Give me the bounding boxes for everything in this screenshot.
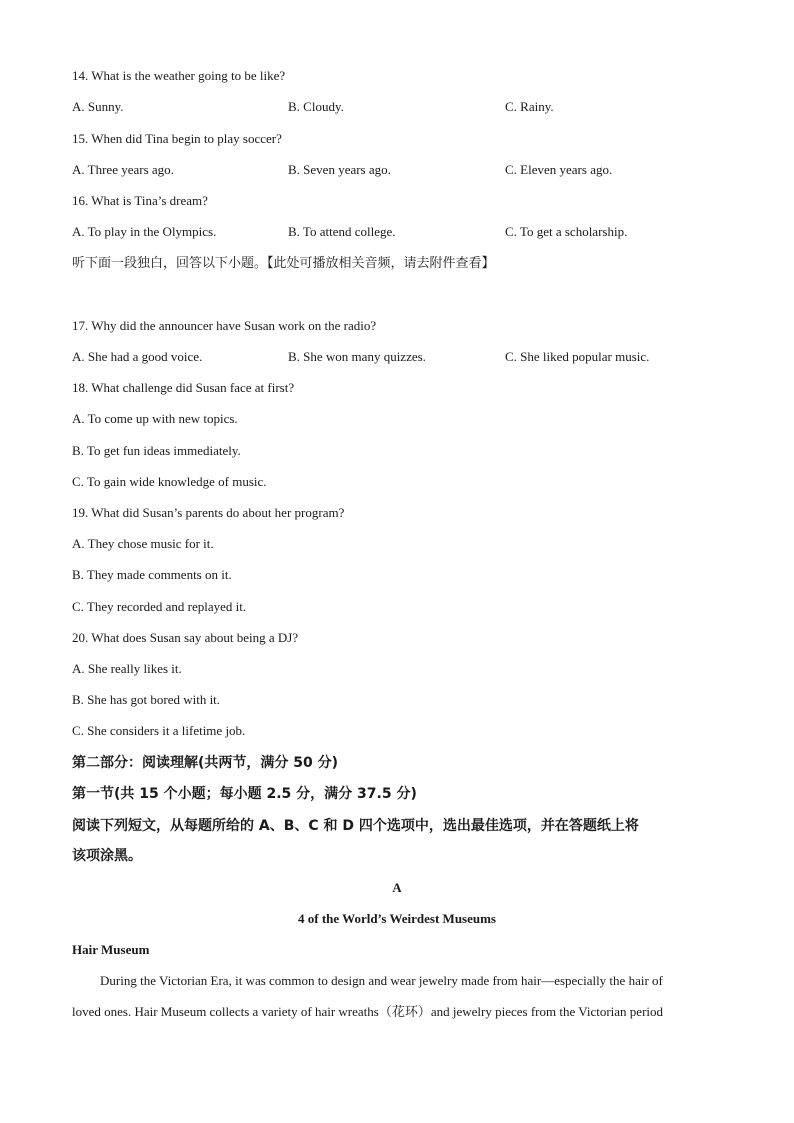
question-17-option-c: C. She liked popular music. [505,349,650,364]
reading-instruction-line1: 阅读下列短文，从每题所给的 A、B、C 和 D 四个选项中，选出最佳选项，并在答题纸上将 [72,818,639,834]
question-16-option-b: B. To attend college. [288,224,396,239]
question-19-stem: 19. What did Susan’s parents do about her program? [72,505,345,520]
question-20-option-b: B. She has got bored with it. [72,692,221,707]
passage-title: 4 of the World’s Weirdest Museums [297,911,496,926]
question-19-option-a: A. They chose music for it. [72,536,214,551]
question-15-option-b: B. Seven years ago. [288,162,391,177]
question-18-stem: 18. What challenge did Susan face at first? [72,380,295,395]
question-16-option-c: C. To get a scholarship. [505,224,628,239]
question-14-option-c: C. Rainy. [505,99,554,114]
question-17-option-a: A. She had a good voice. [72,349,203,364]
question-15-option-c: C. Eleven years ago. [505,162,613,177]
passage-letter: A [392,880,402,895]
question-17-option-b: B. She won many quizzes. [288,349,426,364]
question-18-option-a: A. To come up with new topics. [72,411,238,426]
question-17-stem: 17. Why did the announcer have Susan work on the radio? [72,318,377,333]
question-20-stem: 20. What does Susan say about being a DJ? [72,630,299,645]
question-15-stem: 15. When did Tina begin to play soccer? [72,131,282,146]
question-14-option-b: B. Cloudy. [288,99,344,114]
section1-title: 第一节(共 15 个小题；每小题 2.5 分，满分 37.5 分) [72,786,417,802]
question-18-option-b: B. To get fun ideas immediately. [72,443,241,458]
question-16-option-a: A. To play in the Olympics. [72,224,217,239]
reading-instruction-line2: 该项涂黑。 [72,848,142,864]
question-19-option-b: B. They made comments on it. [72,567,232,582]
monologue-instruction: 听下面一段独白，回答以下小题。【此处可播放相关音频，请去附件查看】 [72,256,495,271]
question-19-option-c: C. They recorded and replayed it. [72,599,247,614]
passage-line-1: During the Victorian Era, it was common to design and wear jewelry made from hair—especially the hair of [100,973,663,988]
question-20-option-a: A. She really likes it. [72,661,182,676]
question-14-option-a: A. Sunny. [72,99,124,114]
question-15-option-a: A. Three years ago. [72,162,174,177]
question-20-option-c: C. She considers it a lifetime job. [72,723,246,738]
part2-title: 第二部分：阅读理解(共两节，满分 50 分) [72,755,339,771]
question-18-option-c: C. To gain wide knowledge of music. [72,474,267,489]
passage-subheading: Hair Museum [72,942,150,957]
question-14-stem: 14. What is the weather going to be like? [72,68,286,83]
passage-line-2: loved ones. Hair Museum collects a variety of hair wreaths（花环）and jewelry pieces from the Victorian period [72,1004,664,1019]
question-16-stem: 16. What is Tina’s dream? [72,193,208,208]
